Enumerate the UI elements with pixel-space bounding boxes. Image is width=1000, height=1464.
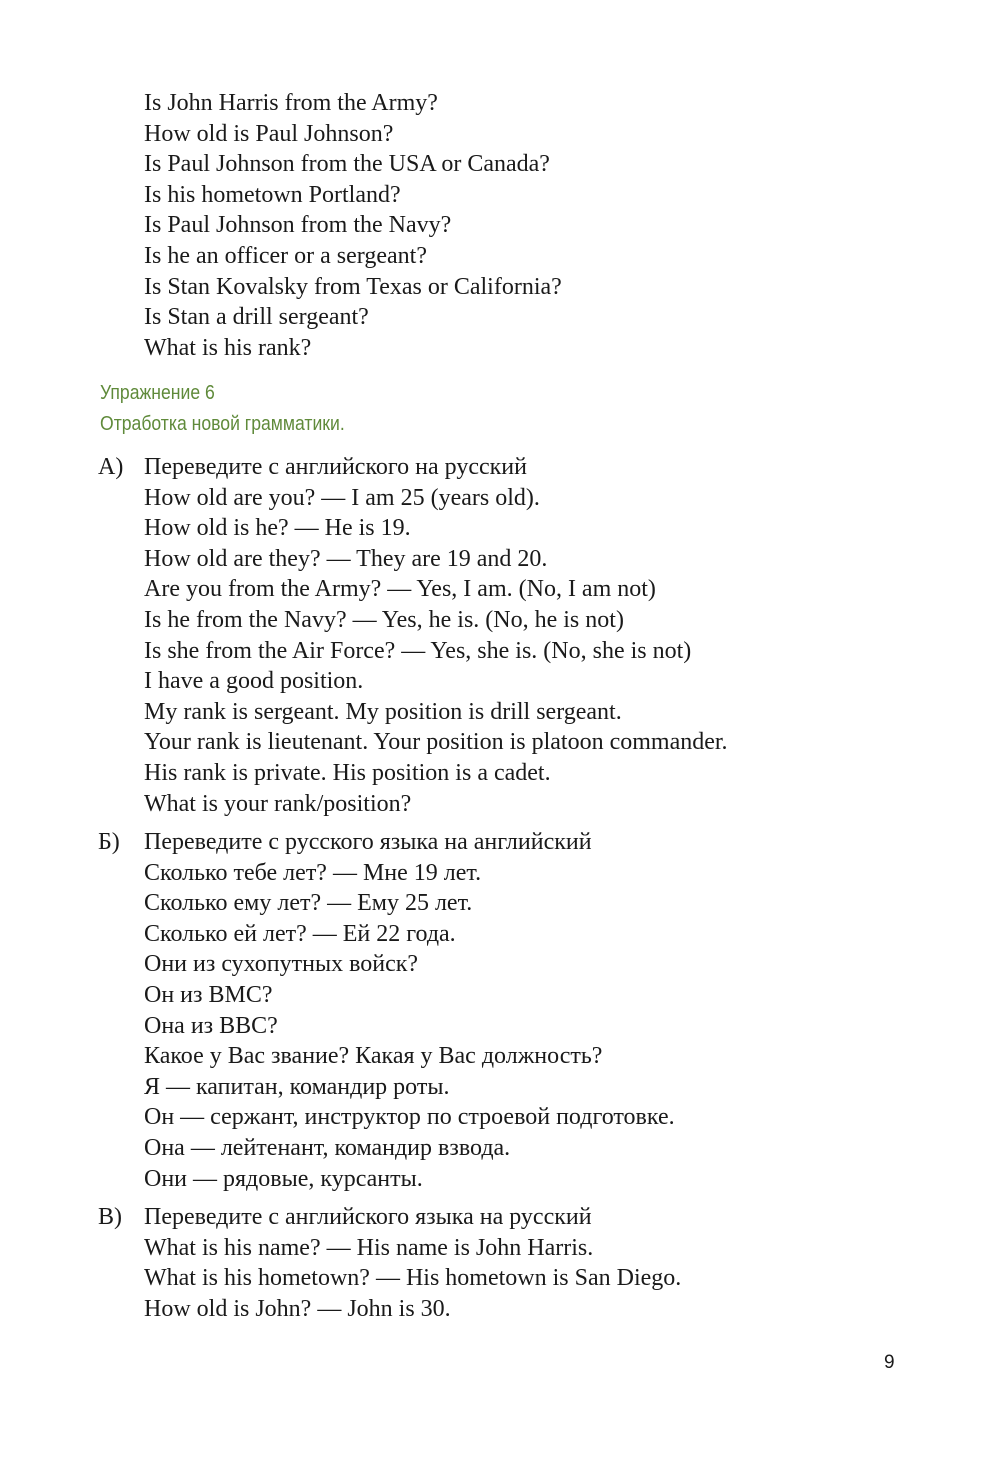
section-instruction: Переведите с английского на русский: [144, 454, 527, 480]
section-line: Сколько тебе лет? — Мне 19 лет.: [144, 859, 482, 886]
intro-question: Is Stan Kovalsky from Texas or California?: [144, 273, 562, 300]
section-line: Сколько ему лет? — Ему 25 лет.: [144, 890, 473, 917]
section-line: Какое у Вас звание? Какая у Вас должность?: [144, 1043, 603, 1070]
intro-question-list: [144, 88, 562, 363]
intro-question: Is Stan a drill sergeant?: [144, 304, 369, 331]
section-line: How old are you? — I am 25 (years old).: [144, 484, 540, 511]
section-line: Are you from the Army? — Yes, I am. (No, I am not): [144, 576, 656, 603]
intro-question: Is his hometown Portland?: [144, 181, 401, 208]
exercise-subtitle: Отработка новой грамматики.: [100, 413, 345, 435]
intro-question: Is Paul Johnson from the USA or Canada?: [144, 151, 550, 178]
section-line: Я — капитан, командир роты.: [144, 1073, 450, 1100]
section-line: Они из сухопутных войск?: [144, 951, 419, 978]
section-line: Она — лейтенант, командир взвода.: [144, 1134, 511, 1161]
section-line: How old are they? — They are 19 and 20.: [144, 545, 548, 572]
section-line: Он из ВМС?: [144, 981, 273, 1008]
section-line: Your rank is lieutenant. Your position is platoon commander.: [144, 729, 728, 756]
section-lines: [144, 1202, 681, 1324]
page-number: 9: [884, 1352, 895, 1373]
section-line: Сколько ей лет? — Ей 22 года.: [144, 920, 456, 947]
section-line: Is she from the Air Force? — Yes, she is. (No, she is not): [144, 637, 692, 664]
section-marker: Б): [98, 829, 120, 855]
section-line: How old is he? — He is 19.: [144, 515, 411, 542]
section-line: Is he from the Navy? — Yes, he is. (No, he is not): [144, 606, 624, 633]
intro-question: How old is Paul Johnson?: [144, 120, 394, 147]
section-line: What is your rank/position?: [144, 790, 412, 817]
section-line: What is his name? — His name is John Harris.: [144, 1234, 594, 1261]
section-line: What is his hometown? — His hometown is San Diego.: [144, 1265, 682, 1292]
section-line: How old is John? — John is 30.: [144, 1295, 451, 1322]
section-marker: В): [98, 1204, 122, 1230]
section-line: Они — рядовые, курсанты.: [144, 1165, 423, 1192]
section-line: Она из ВВС?: [144, 1012, 278, 1039]
section-instruction: Переведите с русского языка на английский: [144, 829, 592, 855]
intro-question: Is Paul Johnson from the Navy?: [144, 212, 452, 239]
section-line: My rank is sergeant. My position is drill sergeant.: [144, 698, 622, 725]
intro-question: Is he an officer or a sergeant?: [144, 242, 427, 269]
section-lines: [144, 827, 675, 1194]
section-line: Он — сержант, инструктор по строевой подготовке.: [144, 1104, 675, 1131]
section-line: I have a good position.: [144, 668, 364, 695]
exercise-title: Упражнение 6: [100, 382, 215, 404]
intro-question: What is his rank?: [144, 334, 312, 361]
section-marker: А): [98, 454, 124, 480]
intro-question: Is John Harris from the Army?: [144, 90, 438, 116]
section-line: His rank is private. His position is a cadet.: [144, 759, 551, 786]
section-instruction: Переведите с английского языка на русский: [144, 1204, 592, 1230]
exercise-heading: [100, 378, 345, 440]
section-lines: [144, 452, 728, 819]
